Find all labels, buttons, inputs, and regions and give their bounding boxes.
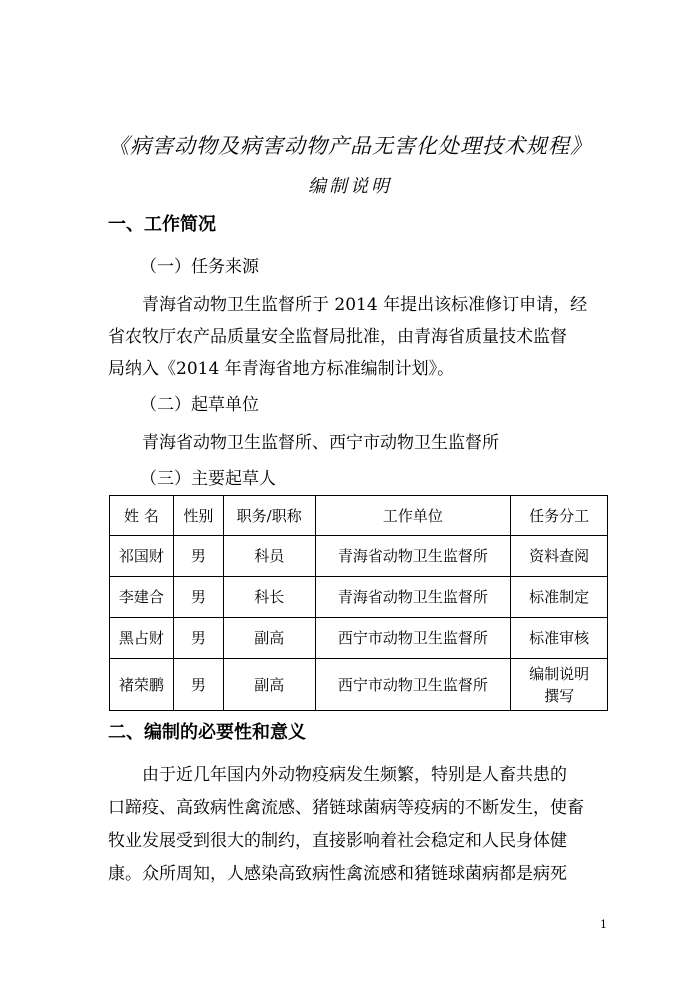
header-gender: 性别 bbox=[173, 496, 223, 536]
task-source-line-3: 局纳入《2014 年青海省地方标准编制计划》。 bbox=[108, 359, 455, 379]
table-header-row bbox=[110, 496, 608, 536]
cell-unit: 西宁市动物卫生监督所 bbox=[315, 659, 511, 711]
header-task: 任务分工 bbox=[511, 496, 608, 536]
cell-title: 副高 bbox=[223, 618, 315, 659]
page-number: 1 bbox=[600, 918, 607, 931]
section2-line-2: 口蹄疫、高致病性禽流感、猪链球菌病等疫病的不断发生，使畜 bbox=[108, 798, 584, 818]
cell-title: 科员 bbox=[223, 536, 315, 577]
cell-task: 编制说明 撰写 bbox=[511, 659, 608, 711]
section2-line-4: 康。众所周知，人感染高致病性禽流感和猪链球菌病都是病死 bbox=[108, 864, 567, 884]
drafting-unit-heading: （二）起草单位 bbox=[140, 395, 259, 415]
cell-name: 黑占财 bbox=[110, 618, 174, 659]
cell-unit: 西宁市动物卫生监督所 bbox=[315, 618, 511, 659]
drafters-heading: （三）主要起草人 bbox=[140, 469, 276, 489]
section2-line-3: 牧业发展受到很大的制约，直接影响着社会稳定和人民身体健 bbox=[108, 831, 567, 851]
section2-heading: 二、编制的必要性和意义 bbox=[108, 722, 306, 743]
task-source-heading: （一）任务来源 bbox=[140, 257, 259, 277]
cell-gender: 男 bbox=[173, 577, 223, 618]
task-source-line-1: 青海省动物卫生监督所于 2014 年提出该标准修订申请，经 bbox=[142, 295, 588, 315]
cell-title: 副高 bbox=[223, 659, 315, 711]
cell-name: 褚荣鹏 bbox=[110, 659, 174, 711]
cell-task: 标准审核 bbox=[511, 618, 608, 659]
cell-title: 科长 bbox=[223, 577, 315, 618]
cell-task: 标准制定 bbox=[511, 577, 608, 618]
cell-gender: 男 bbox=[173, 659, 223, 711]
header-name: 姓 名 bbox=[110, 496, 174, 536]
cell-unit: 青海省动物卫生监督所 bbox=[315, 577, 511, 618]
cell-name: 祁国财 bbox=[110, 536, 174, 577]
drafters-table bbox=[109, 495, 608, 711]
table-row bbox=[110, 618, 608, 659]
cell-unit: 青海省动物卫生监督所 bbox=[315, 536, 511, 577]
cell-name: 李建合 bbox=[110, 577, 174, 618]
header-title: 职务/职称 bbox=[223, 496, 315, 536]
table-row bbox=[110, 577, 608, 618]
section2-line-1: 由于近几年国内外动物疫病发生频繁，特别是人畜共患的 bbox=[142, 765, 567, 785]
document-subtitle: 编制说明 bbox=[308, 176, 392, 197]
table-row bbox=[110, 659, 608, 711]
table-row bbox=[110, 536, 608, 577]
cell-gender: 男 bbox=[173, 618, 223, 659]
task-source-line-2: 省农牧厅农产品质量安全监督局批准，由青海省质量技术监督 bbox=[108, 327, 567, 347]
cell-task: 资料查阅 bbox=[511, 536, 608, 577]
cell-gender: 男 bbox=[173, 536, 223, 577]
drafting-unit-text: 青海省动物卫生监督所、西宁市动物卫生监督所 bbox=[142, 433, 499, 453]
section1-heading: 一、工作简况 bbox=[108, 214, 216, 235]
header-unit: 工作单位 bbox=[315, 496, 511, 536]
document-title: 《病害动物及病害动物产品无害化处理技术规程》 bbox=[108, 134, 592, 158]
